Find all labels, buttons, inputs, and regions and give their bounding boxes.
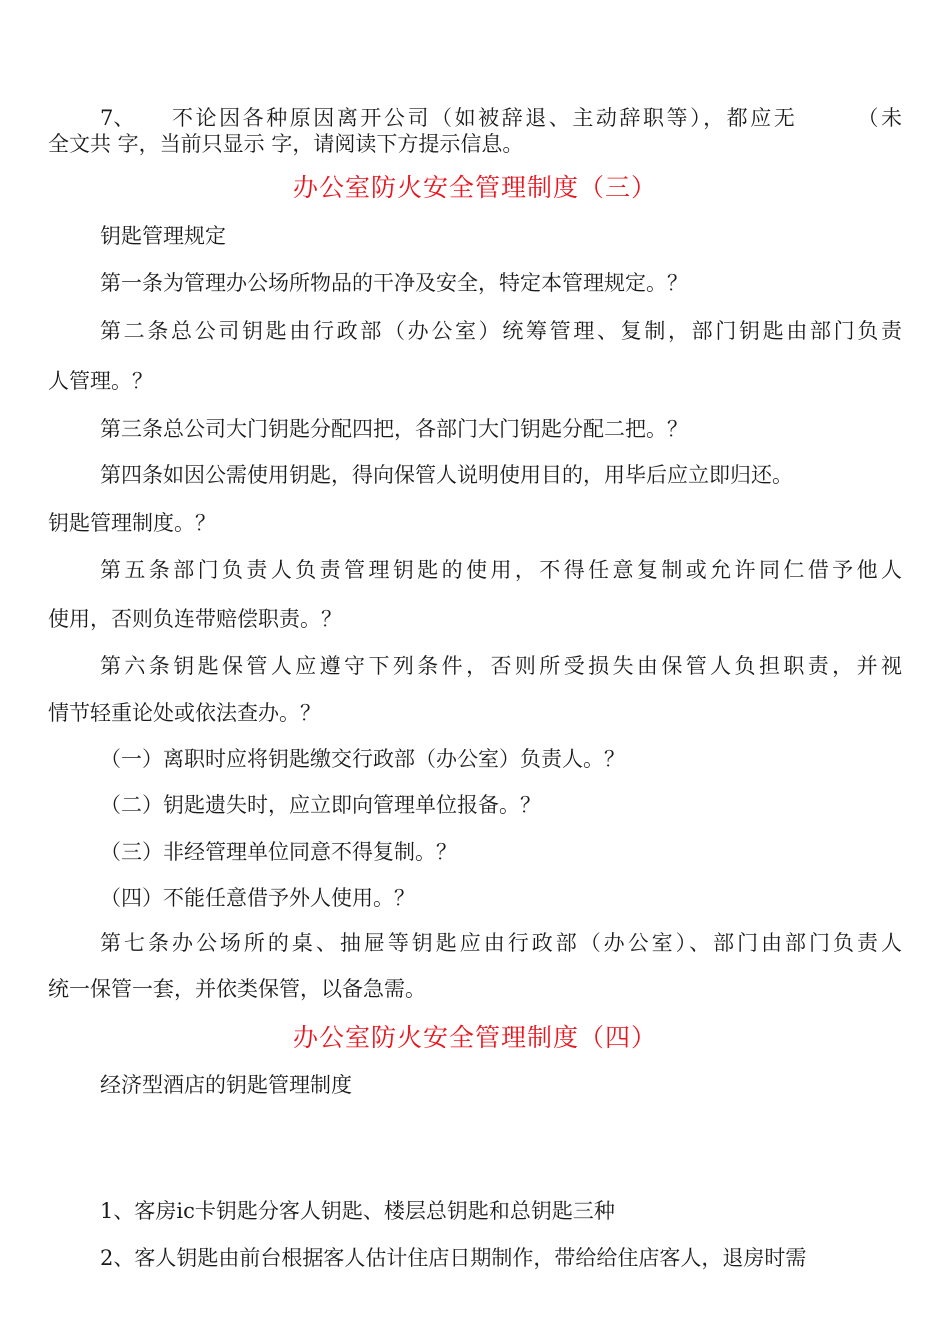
section-subtitle-3: 钥匙管理规定 bbox=[100, 224, 226, 248]
list-item: 2、客人钥匙由前台根据客人估计住店日期制作，带给给住店客人，退房时需 bbox=[100, 1246, 807, 1270]
paragraph-line: 第五条部门负责人负责管理钥匙的使用，不得任意复制或允许同仁借予他人 bbox=[100, 558, 902, 582]
paragraph-line: 第一条为管理办公场所物品的干净及安全，特定本管理规定。？ bbox=[100, 271, 688, 295]
list-item: （二）钥匙遗失时，应立即向管理单位报备。？ bbox=[100, 793, 541, 817]
section-subtitle-4: 经济型酒店的钥匙管理制度 bbox=[100, 1073, 352, 1097]
paragraph-line: 统一保管一套，并依类保管，以备急需。 bbox=[48, 977, 426, 1001]
intro-line-2: 全文共 字，当前只显示 字，请阅读下方提示信息。 bbox=[48, 132, 524, 156]
paragraph-line: 第二条总公司钥匙由行政部（办公室）统筹管理、复制，部门钥匙由部门负责 bbox=[100, 319, 902, 343]
paragraph-line: 第三条总公司大门钥匙分配四把，各部门大门钥匙分配二把。？ bbox=[100, 417, 688, 441]
paragraph-line: 第七条办公场所的桌、抽屉等钥匙应由行政部（办公室）、部门由部门负责人 bbox=[100, 931, 902, 955]
list-item: （三）非经管理单位同意不得复制。？ bbox=[100, 840, 457, 864]
paragraph-line: 情节轻重论处或依法查办。？ bbox=[48, 701, 321, 725]
intro-line-1: 不论因各种原因离开公司（如被辞退、主动辞职等），都应无 （未 bbox=[172, 106, 902, 130]
section-title-3: 办公室防火安全管理制度（三） bbox=[292, 173, 657, 202]
paragraph-line: 第四条如因公需使用钥匙，得向保管人说明使用目的，用毕后应立即归还。 bbox=[100, 463, 793, 487]
section-title-4: 办公室防火安全管理制度（四） bbox=[292, 1023, 657, 1052]
list-item: （四）不能任意借予外人使用。？ bbox=[100, 886, 415, 910]
list-item: （一）离职时应将钥匙缴交行政部（办公室）负责人。？ bbox=[100, 747, 625, 771]
paragraph-line: 钥匙管理制度。？ bbox=[48, 511, 216, 535]
list-item: 1、客房ic卡钥匙分客人钥匙、楼层总钥匙和总钥匙三种 bbox=[100, 1199, 615, 1223]
paragraph-line: 使用，否则负连带赔偿职责。？ bbox=[48, 607, 342, 631]
item-number: 7、 bbox=[100, 106, 135, 130]
paragraph-line: 人管理。？ bbox=[48, 369, 153, 393]
paragraph-line: 第六条钥匙保管人应遵守下列条件，否则所受损失由保管人负担职责，并视 bbox=[100, 654, 902, 678]
